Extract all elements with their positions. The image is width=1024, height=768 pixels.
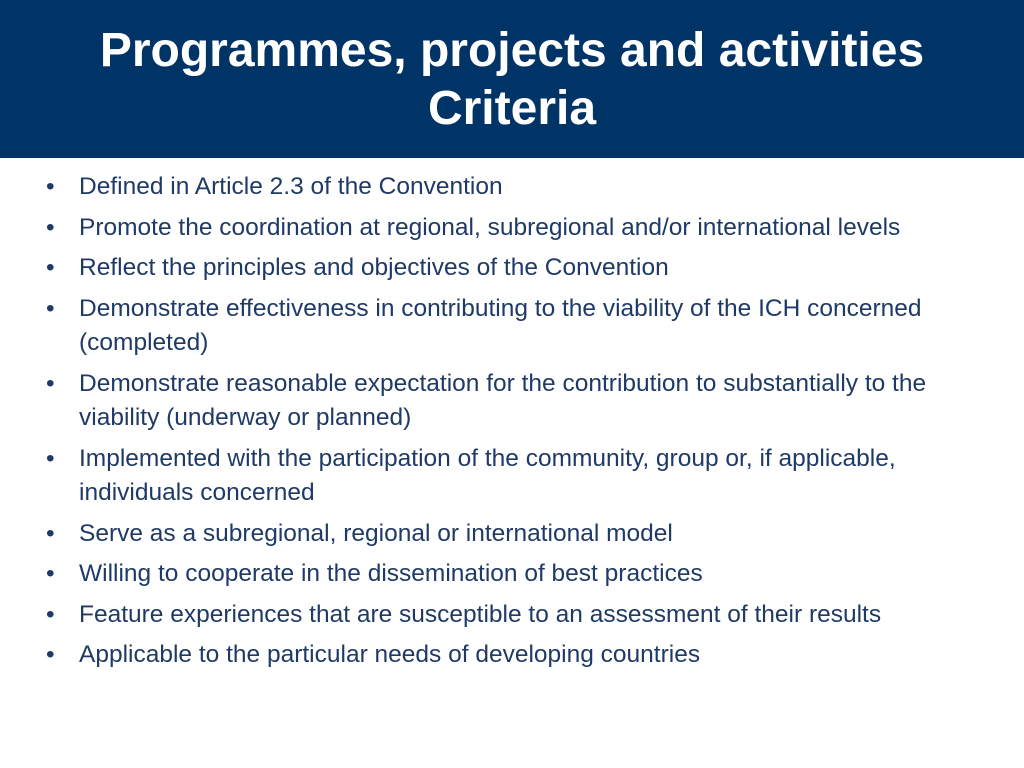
bullet-text: Defined in Article 2.3 of the Convention xyxy=(79,173,503,200)
bullet-marker: • xyxy=(46,254,55,281)
bullet-text: Applicable to the particular needs of developing countries xyxy=(79,641,701,668)
bullet-text: Demonstrate reasonable expectation for the contribution to substantially to the viability (underway or planned) xyxy=(79,369,927,431)
bullet-item xyxy=(0,638,1024,673)
bullet-item xyxy=(0,442,1024,511)
bullet-marker: • xyxy=(46,173,55,200)
bullet-text: Willing to cooperate in the dissemination of best practices xyxy=(79,560,703,587)
bullet-marker: • xyxy=(46,444,55,472)
bullet-text: Reflect the principles and objectives of the Convention xyxy=(79,254,669,281)
bullet-text: Demonstrate effectiveness in contributing to the viability of the ICH concerned (completed) xyxy=(79,294,922,356)
bullet-marker: • xyxy=(46,294,55,322)
bullet-text: Implemented with the participation of the community, group or, if applicable, individuals concerned xyxy=(79,444,896,506)
bullet-marker: • xyxy=(46,600,55,628)
bullet-item xyxy=(0,170,1024,205)
bullet-text: Feature experiences that are susceptible to an assessment of their results xyxy=(79,600,882,628)
bullet-marker: • xyxy=(46,560,55,587)
bullet-marker: • xyxy=(46,369,55,397)
bullet-item xyxy=(0,251,1024,286)
criteria-bullet-list xyxy=(0,170,1024,679)
bullet-marker: • xyxy=(46,519,55,547)
slide-title-line-2: Criteria xyxy=(427,82,597,135)
slide-title-line-1: Programmes, projects and activities xyxy=(99,24,925,77)
bullet-item xyxy=(0,211,1024,246)
bullet-marker: • xyxy=(46,213,55,241)
bullet-item xyxy=(0,292,1024,361)
bullet-item xyxy=(0,517,1024,552)
slide-title-bar xyxy=(0,0,1024,158)
bullet-item xyxy=(0,557,1024,592)
bullet-text: Promote the coordination at regional, subregional and/or international levels xyxy=(79,213,901,241)
bullet-text: Serve as a subregional, regional or international model xyxy=(79,519,673,547)
bullet-item xyxy=(0,598,1024,633)
bullet-marker: • xyxy=(46,641,55,668)
bullet-item xyxy=(0,367,1024,436)
